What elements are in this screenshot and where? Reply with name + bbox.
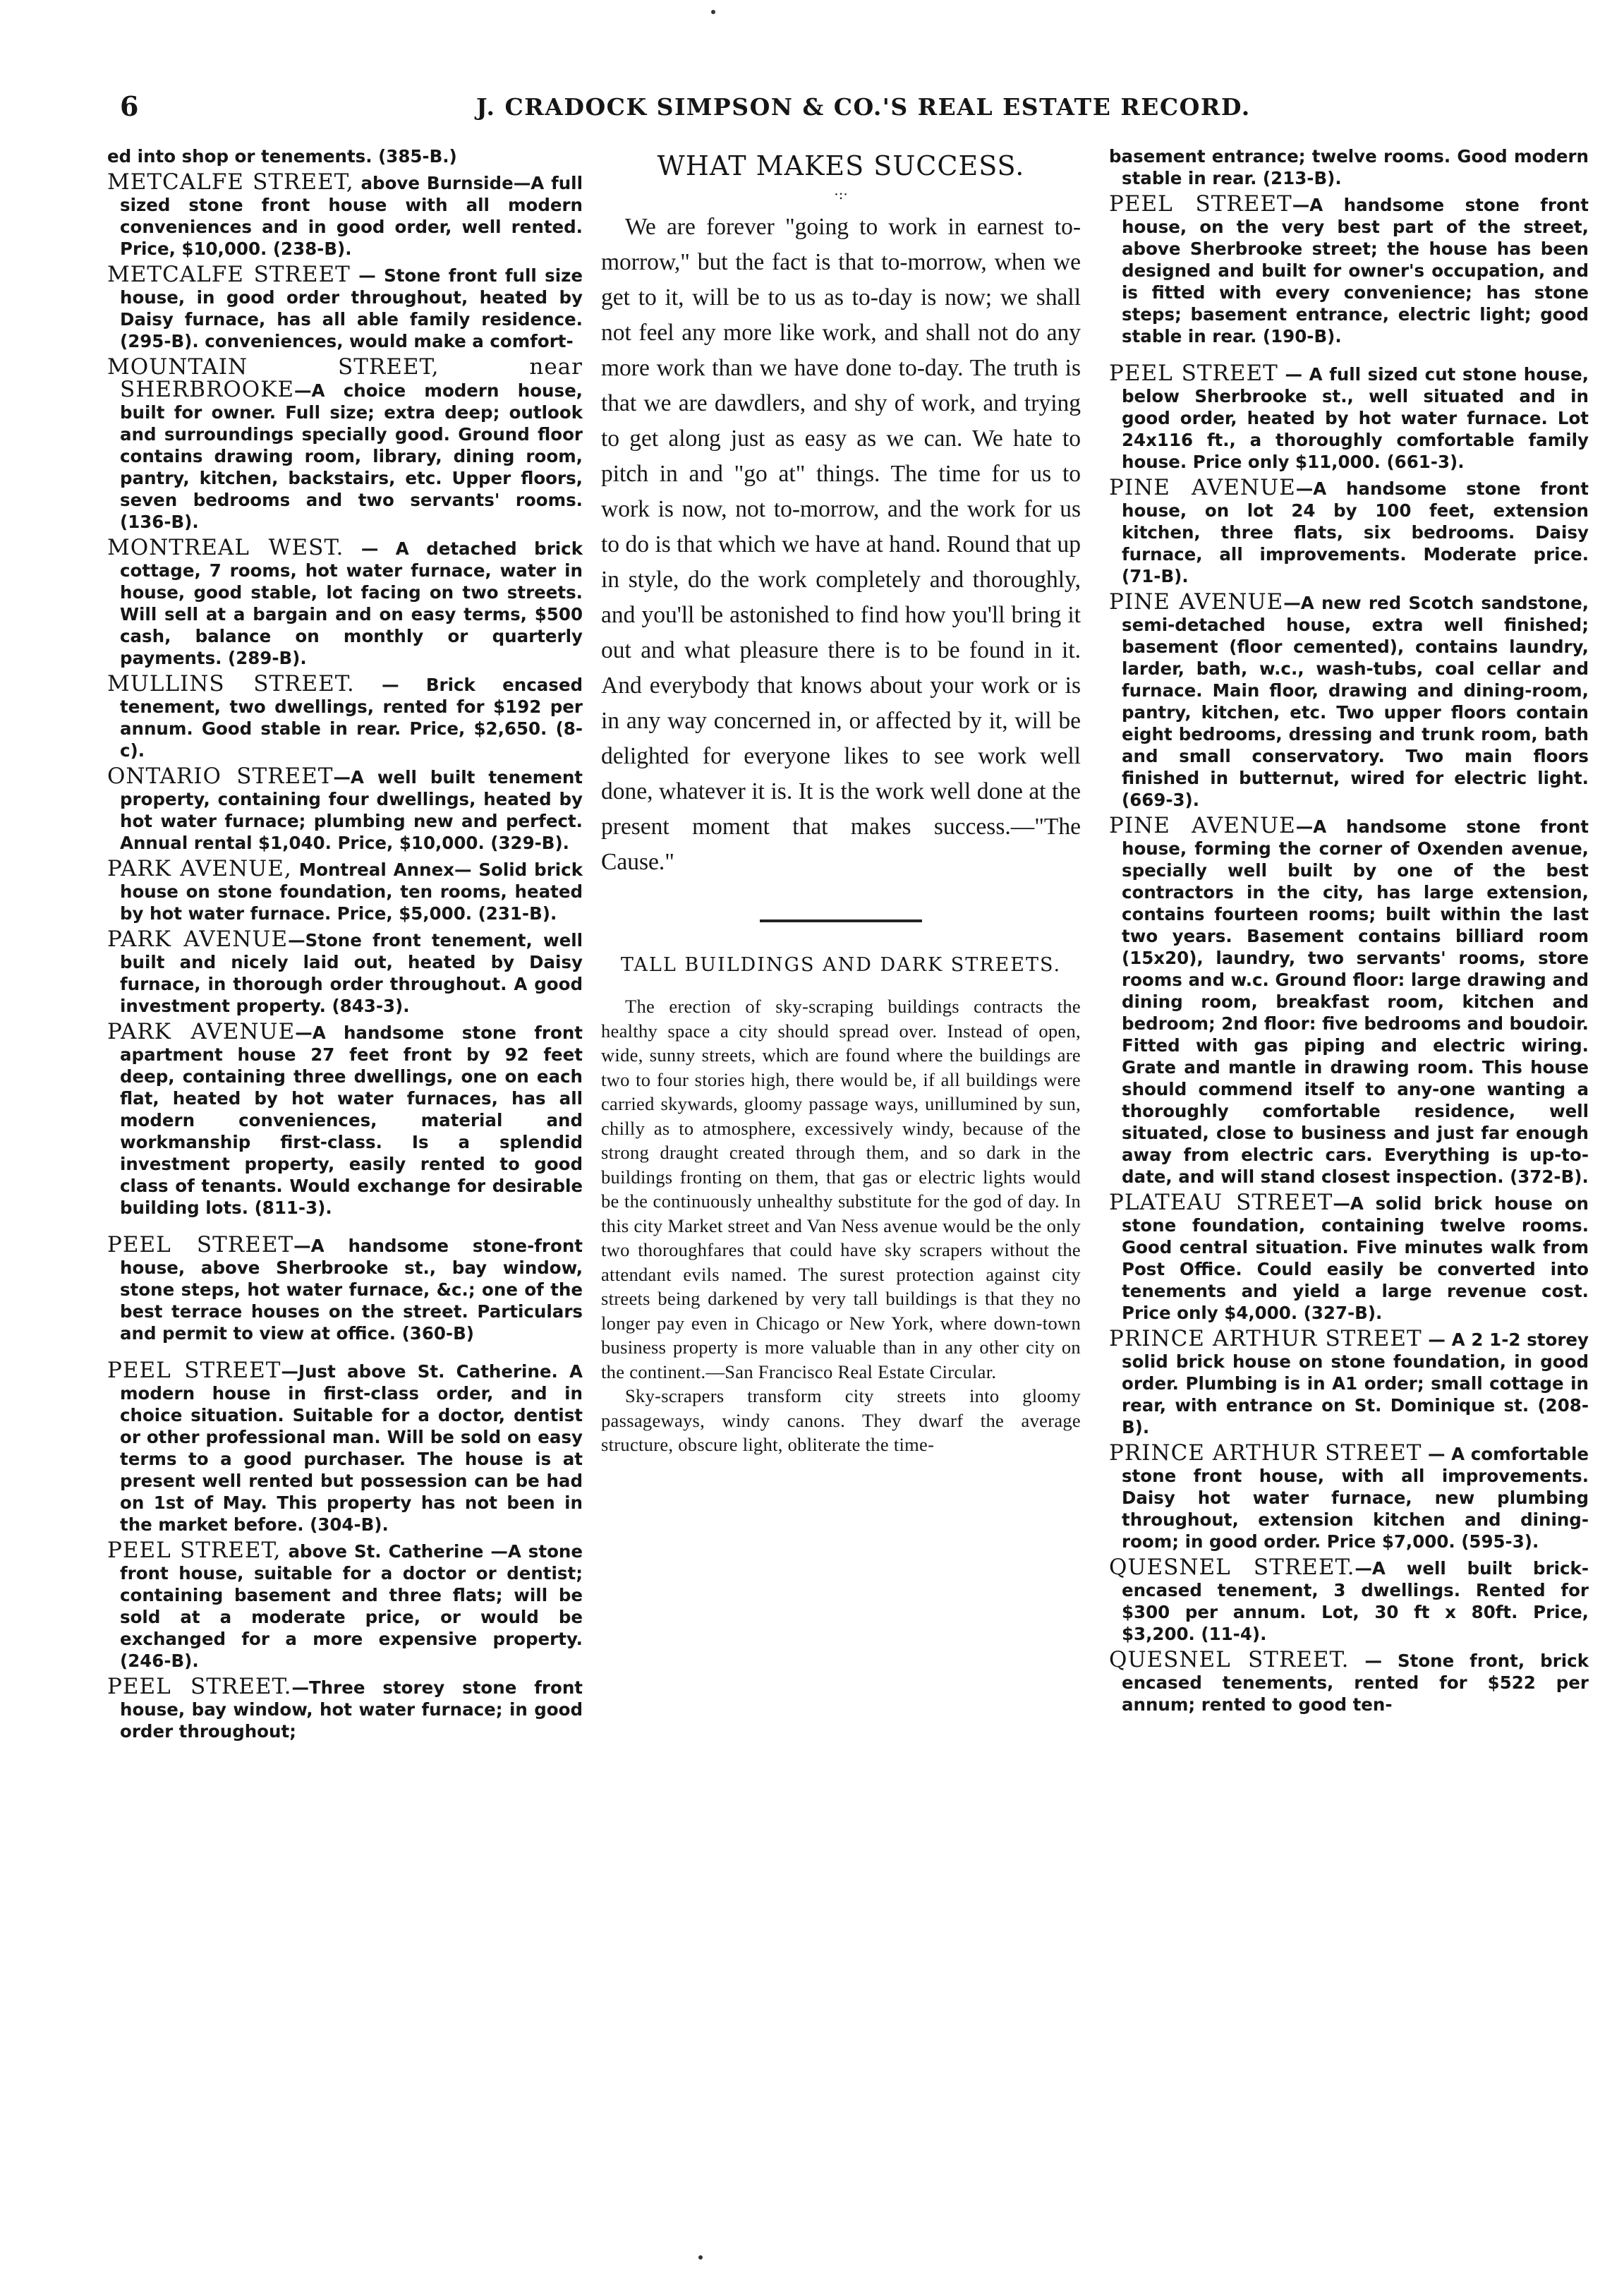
listing-text: Montreal Annex— Solid brick house on stone foundation, ten rooms, heated by hot water furnace. Price, $5,000. (231-B). [120, 859, 583, 924]
listing-street: METCALFE STREET, [107, 169, 354, 195]
running-head: J. CRADOCK SIMPSON & CO.'S REAL ESTATE RECORD. [476, 93, 1251, 121]
listing [1109, 1557, 1589, 1645]
listing-text: — A comfortable stone front house, with all improvements. Daisy hot water furnace, new plumbing throughout, extension kitchen and dining-room; in good order. Price $7,000. (595-3). [1122, 1444, 1589, 1552]
listing-street: METCALFE STREET [107, 262, 351, 287]
listing [1109, 1442, 1589, 1552]
listing [1109, 193, 1589, 347]
section-rule [760, 919, 922, 922]
listing-text: —A handsome stone front house, on lot 24 by 100 feet, extension kitchen, three flats, six bedrooms. Daisy furnace, all improvements. Moderate price. (71-B). [1122, 478, 1589, 586]
listing-text: —A new red Scotch sandstone, semi-detached house, extra well finished; basement (floor cemented), contains laundry, larder, bath, w.c., wash-tubs, coal cellar and furnace. Main floor, drawing and dining-room, pantry, kitchen, etc. Two upper floors contain eight bedrooms, dressing and trunk room, bath and small conservatory. Two main floors finished in butternut, wired for electric light. (669-3). [1122, 593, 1589, 810]
page-header [120, 90, 1587, 133]
listing [1109, 815, 1589, 1188]
listing-text: — A 2 1-2 storey solid brick house on stone foundation, in good order. Plumbing is in A1 order; small cottage in rear, with entrance on St. Dominique st. (208-B). [1122, 1329, 1589, 1437]
listing-text: —A handsome stone front house, forming the corner of Oxenden avenue, specially well built by one of the best contractors in the city, has large extension, contains fourteen rooms; built within the last two years. Basement contains billiard room (15x20), laundry, two servants' rooms, store rooms and w.c. Ground floor: large drawing and dining room, breakfast room, kitchen and bedroom; 2nd floor: five bedrooms and boudoir. Fitted with gas piping and electric wiring. Grate and mantle in drawing room. This house should commend itself to any-one wanting a thoroughly comfortable residence, well situated, close to business and just far enough away from electric cars. Everything is up-to-date, and will stand closest inspection. (372-B). [1122, 816, 1589, 1187]
right-column-listings [1109, 145, 1589, 1720]
listing-street: PEEL STREET [1109, 361, 1278, 386]
listing [107, 1540, 583, 1672]
listing-street: PEEL STREET [107, 1232, 294, 1257]
print-speck [711, 10, 715, 14]
listing [107, 171, 583, 260]
listing [107, 356, 583, 533]
listing [107, 264, 583, 352]
listing-street: PARK AVENUE, [107, 856, 292, 881]
listing-street: QUESNEL STREET. [1109, 1555, 1355, 1580]
listing-street: PEEL STREET [107, 1358, 281, 1383]
listing-street: PEEL STREET [1109, 191, 1292, 217]
listing-street: PARK AVENUE [107, 927, 289, 952]
listing-street: MOUNTAIN STREET, near SHERBROOKE [107, 354, 583, 402]
listing-street: PRINCE ARTHUR STREET [1109, 1326, 1422, 1351]
listing-text: above St. Catherine —A stone front house, suitable for a doctor or dentist; containing basement and three flats; will be sold at a moderate price, or would be exchanged for a more expensive property. (246-B). [120, 1541, 583, 1671]
listing-street: PLATEAU STREET [1109, 1190, 1333, 1215]
listing-text: —A well built tenement property, containing four dwellings, heated by hot water furnace; plumbing new and perfect. Annual rental $1,040. Price, $10,000. (329-B). [120, 767, 583, 853]
article-body-2: The erection of sky-scraping buildings contracts the healthy space a city should spread over. Instead of open, wide, sunny streets, which are found where the buildings are two to four stories high, there would be, if all buildings were carried skywards, gloomy passage ways, unillumined by sun, chilly as to atmosphere, excessively windy, because of the strong draught created through them, and so dark in the buildings fronting on them, that gas or electric lights would be the continuously unhealthy substitute for the god of day. In this city Market street and Van Ness avenue would be the only two thoroughfares that could have sky scrapers without the attendant evils named. The surest protection against city streets being darkened by very tall buildings is that they no longer pay even in Chicago or New York, where down-town business property is more valuable than in any other city on the continent.—San Francisco Real Estate Circular. [601, 996, 1081, 1382]
listing-text: — Brick encased tenement, two dwellings, rented for $192 per annum. Good stable in rear. Price, $2,650. (8-c). [120, 675, 583, 761]
listing [1109, 1649, 1589, 1715]
listing-street: PINE AVENUE [1109, 589, 1284, 615]
listing-text: above Burnside—A full sized stone front house with all modern conveniences and in good order, well rented. Price, $10,000. (238-B). [120, 173, 583, 259]
listing-street: PEEL STREET. [107, 1674, 292, 1699]
listing-text: —A well built brick-encased tenement, 3 dwellings. Rented for $300 per annum. Lot, 30 ft x 80ft. Price, $3,200. (11-4). [1122, 1558, 1589, 1644]
listing [107, 673, 583, 761]
listing-street: ONTARIO STREET [107, 764, 334, 789]
listing [1109, 145, 1589, 189]
listing-street: PRINCE ARTHUR STREET [1109, 1440, 1422, 1466]
page-number: 6 [120, 90, 139, 122]
listing-street: PINE AVENUE [1109, 813, 1296, 838]
article-body-3: Sky-scrapers transform city streets into gloomy passageways, windy canons. They dwarf the average structure, obscure light, obliterate the time- [601, 1385, 1081, 1455]
listing [1109, 1192, 1589, 1324]
listing-text: —A handsome stone front house, on the very best part of the street, above Sherbrooke street; the house has been designed and built for owner's occupation, and is fitted with every convenience; has stone steps; basement entrance, electric light; good stable in rear. (190-B). [1122, 195, 1589, 346]
listing-street: PEEL STREET, [107, 1538, 281, 1563]
listing [1109, 1328, 1589, 1438]
article-title: WHAT MAKES SUCCESS. [657, 150, 1025, 181]
listing [1109, 477, 1589, 587]
listing [107, 1676, 583, 1742]
left-column-listings [107, 145, 583, 1747]
listing-text: —A solid brick house on stone foundation, containing twelve rooms. Good central situation. Five minutes walk from Post Office. Could easily be converted into tenements and yield a large revenue cost. Price only $4,000. (327-B). [1122, 1193, 1589, 1323]
ornament: ·:· [834, 186, 848, 203]
print-speck [698, 2255, 703, 2260]
listing-text: —Just above St. Catherine. A modern house in first-class order, and in choice situation. Suitable for a doctor, dentist or other professional man. Will be sold on easy terms to a good purchaser. The house is at present well rented but possession can be had on 1st of May. This property has not been in the market before. (304-B). [120, 1361, 583, 1535]
listing-text: — Stone front full size house, in good order throughout, heated by Daisy furnace, has all able family residence. (295-B). conveniences, would make a comfort- [120, 265, 583, 351]
listing [107, 766, 583, 854]
listing-text: —A handsome stone-front house, above Sherbrooke st., bay window, stone steps, hot water furnace, &c.; one of the best terrace houses on the street. Particulars and permit to view at office. (360-B) [120, 1236, 583, 1344]
listing-text: basement entrance; twelve rooms. Good modern stable in rear. (213-B). [1109, 146, 1589, 188]
article-body: We are forever "going to work in earnest to-morrow," but the fact is that to-morrow, when we get to it, will be to us as to-day is now; we shall not feel any more like work, and shall not do any more work than we have done to-day. The truth is that we are dawdlers, and shy of work, and trying to get along just as easy as we can. We hate to pitch in and "go at" things. The time for us to work is now, not to-morrow, and the work for us to do is that which we have at hand. Round that up in style, do the work completely and thoroughly, and you'll be astonished to find how you'll bring it out and what pleasure there is to be found in it. And everybody that knows about your work or is in any way concerned in, or affected by it, will be delighted for everyone likes to see work well done, whatever it is. It is the work well done at the present moment that makes success.—"The Cause." [601, 214, 1081, 875]
listing [107, 1234, 583, 1344]
listing-text: — A full sized cut stone house, below Sherbrooke st., well situated and in good order, heated by hot water furnace. Lot 24x116 ft., a thoroughly comfortable family house. Price only $11,000. (661-3). [1122, 364, 1589, 472]
listing-text: — Stone front, brick encased tenements, rented for $522 per annum; rented to good ten- [1122, 1651, 1589, 1715]
listing-text: —Stone front tenement, well built and nicely laid out, heated by Daisy furnace, in thorough order throughout. A good investment property. (843-3). [120, 930, 583, 1016]
article-title-2: TALL BUILDINGS AND DARK STREETS. [620, 954, 1062, 976]
listing: ed into shop or tenements. (385-B.) [107, 146, 457, 167]
listing [107, 1021, 583, 1219]
listing-text: —A choice modern house, built for owner. Full size; extra deep; outlook and surroundings specially good. Ground floor contains drawing room, library, dining room, pantry, kitchen, backstairs, etc. Upper floors, seven bedrooms and two servants' rooms. (136-B). [120, 380, 583, 532]
listing [107, 537, 583, 669]
listing [107, 858, 583, 924]
listing [107, 1360, 583, 1536]
listing-text: — A detached brick cottage, 7 rooms, hot water furnace, water in house, good stable, lot facing on two streets. Will sell at a bargain and on easy terms, $500 cash, balance on monthly or quarterly payments. (289-B). [120, 538, 583, 668]
listing-text: —A handsome stone front apartment house 27 feet front by 92 feet deep, containing three dwellings, one on each flat, heated by hot water furnaces, has all modern conveniences, material and workmanship first-class. Is a splendid investment property, easily rented to good class of tenants. Would exchange for desirable building lots. (811-3). [120, 1023, 583, 1218]
listing [107, 929, 583, 1017]
listing [1109, 591, 1589, 811]
listing-street: PINE AVENUE [1109, 475, 1296, 500]
listing-street: MONTREAL WEST. [107, 535, 344, 560]
middle-column-articles [601, 145, 1081, 1457]
listing-text: —Three storey stone front house, bay window, hot water furnace; in good order throughout; [120, 1677, 583, 1742]
listing-street: QUESNEL STREET. [1109, 1647, 1350, 1672]
listing [1109, 363, 1589, 473]
listing-street: PARK AVENUE [107, 1019, 296, 1044]
listing-street: MULLINS STREET. [107, 671, 355, 696]
